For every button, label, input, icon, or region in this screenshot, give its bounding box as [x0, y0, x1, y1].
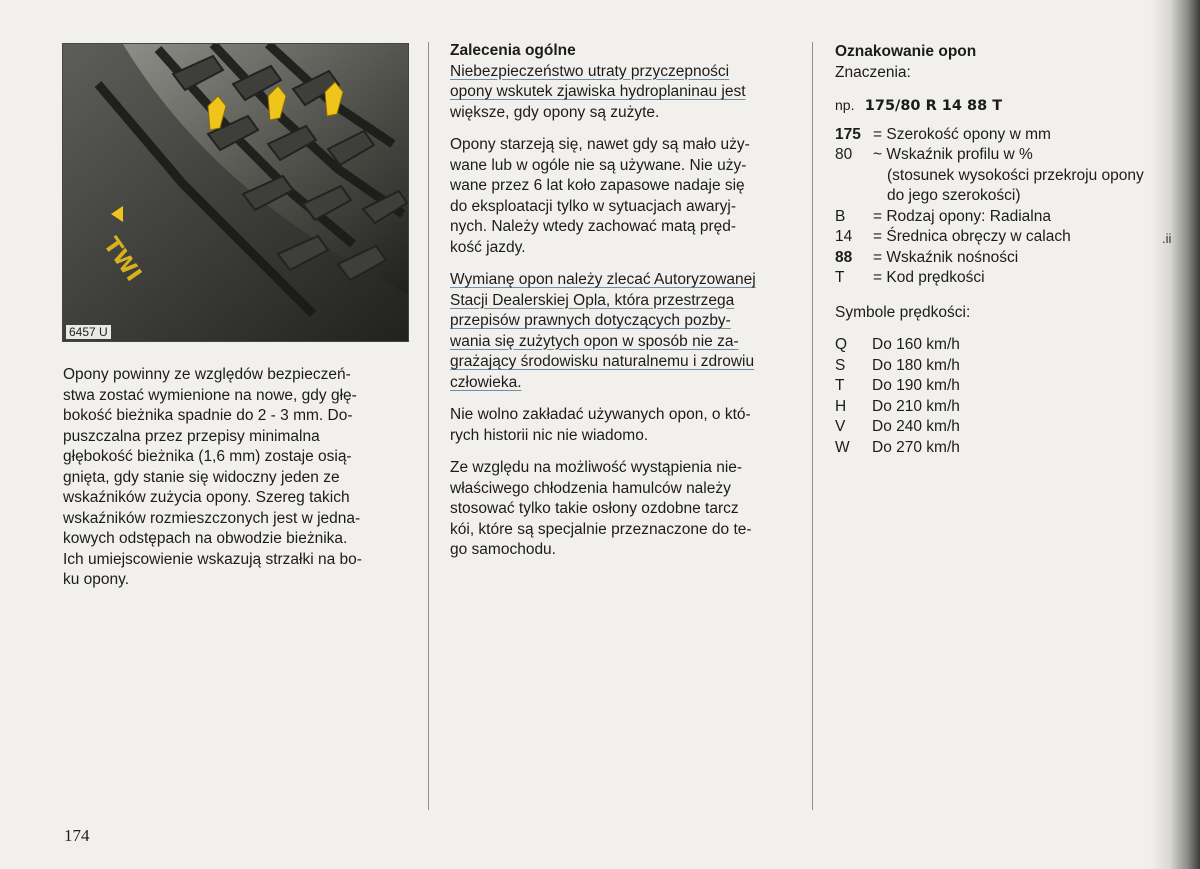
code-value: = Rodzaj opony: Radialna: [873, 207, 1051, 225]
paragraph-hydroplaning: [450, 62, 800, 124]
speed-row: [835, 376, 1175, 397]
text-line: Ze względu na możliwość wystąpienia nie-: [450, 459, 743, 476]
text-line: kói, które są specjalnie przeznaczone do te-: [450, 520, 752, 538]
code-row: [835, 207, 1175, 228]
speed-symbol: V: [835, 418, 846, 435]
text-line: kość jazdy.: [450, 238, 526, 256]
speed-symbol: T: [835, 377, 845, 394]
code-value: = Szerokość opony w mm: [873, 125, 1051, 143]
code-value: = Kod prędkości: [873, 269, 985, 286]
paragraph-ageing: [450, 135, 800, 258]
code-value: ~ Wskaźnik profilu w %: [873, 146, 1033, 163]
text-line: gnięta, gdy stanie się widoczny jeden ze: [63, 468, 340, 486]
code-value: = Wskaźnik nośności: [873, 248, 1019, 266]
speed-symbol: W: [835, 438, 850, 456]
column-2-text: [450, 41, 800, 573]
subheading: Znaczenia:: [835, 63, 911, 81]
code-row: [835, 125, 1175, 146]
text-line: właściwego chłodzenia hamulców należy: [450, 479, 731, 497]
code-key: 175: [835, 125, 861, 143]
example-prefix: np.: [835, 97, 855, 113]
text-line: nych. Należy wtedy zachować matą pręd-: [450, 218, 737, 235]
section-heading: Oznakowanie opon: [835, 43, 977, 60]
text-line: wania się zużytych opon w sposób nie za-: [450, 332, 739, 350]
code-row: [835, 186, 1175, 207]
code-value: do jego szerokości): [887, 187, 1021, 204]
tyre-code-example: [835, 95, 1175, 117]
code-value: = Średnica obręczy w calach: [873, 228, 1071, 245]
example-code: 175/80 R 14 88 T: [864, 98, 1003, 114]
speed-row: [835, 417, 1175, 438]
text-line: głębokość bieżnika (1,6 mm) zostaje osią-: [63, 448, 352, 465]
code-key: B: [835, 207, 846, 225]
text-line: stwa zostać wymienione na nowe, gdy głę-: [63, 386, 357, 404]
speed-value: Do 180 km/h: [872, 356, 960, 374]
code-row: [835, 248, 1175, 269]
text-line: rych historii nic nie wiadomo.: [450, 426, 649, 444]
figure-code: 6457 U: [66, 325, 111, 339]
speed-value: Do 190 km/h: [872, 377, 960, 394]
text-line: Nie wolno zakładać używanych opon, o któ-: [450, 406, 751, 423]
text-line: wskaźników rozmieszczonych jest w jedna-: [63, 509, 361, 527]
text-line: Stacji Dealerskiej Opla, która przestrzega: [450, 291, 735, 309]
text-line: kowych odstępach na obwodzie bieżnika.: [63, 530, 348, 547]
column-1-text: [63, 365, 408, 591]
column-3-text: [835, 42, 1175, 458]
speed-symbol: H: [835, 397, 847, 415]
text-line: stosować tylko takie osłony ozdobne tarcz: [450, 500, 739, 517]
twi-mark: TWI: [98, 233, 146, 287]
text-line: Wymianę opon należy zlecać Autoryzowanej: [450, 271, 756, 288]
column-divider-right: [812, 42, 813, 810]
code-key: 14: [835, 228, 853, 245]
text-line: do eksploatacji tylko w sytuacjach awaryj-: [450, 197, 737, 215]
speed-row: [835, 397, 1175, 418]
code-row: [835, 227, 1175, 248]
text-line: człowieka.: [450, 373, 522, 391]
code-value: (stosunek wysokości przekroju opony: [887, 166, 1144, 184]
speed-value: Do 240 km/h: [872, 418, 960, 435]
text-line: Opony starzeją się, nawet gdy są mało uży-: [450, 136, 750, 153]
text-line: puszczalna przez przepisy minimalna: [63, 427, 320, 445]
text-line: wskaźników zużycia opony. Szereg takich: [63, 489, 350, 506]
paragraph-used-tyres: [450, 405, 800, 446]
section-heading: Zalecenia ogólne: [450, 42, 576, 59]
speed-symbol: S: [835, 356, 846, 374]
code-key: T: [835, 269, 845, 286]
column-divider-left: [428, 42, 429, 810]
code-key: 88: [835, 248, 853, 266]
code-key: 80: [835, 146, 853, 163]
speed-value: Do 210 km/h: [872, 397, 960, 415]
paragraph-wheel-covers: [450, 458, 800, 561]
text-line: wane lub w ogóle nie są używane. Nie uży-: [450, 156, 747, 174]
code-row: [835, 145, 1175, 166]
tyre-illustration: [63, 44, 408, 341]
speed-symbol: Q: [835, 336, 848, 353]
speed-row: [835, 335, 1175, 356]
margin-mark: .ii: [1162, 231, 1172, 246]
text-line: go samochodu.: [450, 541, 556, 558]
text-line: przepisów prawnych dotyczących pozby-: [450, 312, 731, 329]
speed-row: [835, 356, 1175, 377]
speed-value: Do 160 km/h: [872, 336, 960, 353]
text-line: ku opony.: [63, 571, 130, 588]
page-number: 174: [64, 826, 90, 845]
speed-row: [835, 438, 1175, 459]
code-row: [835, 166, 1175, 187]
text-line: Niebezpieczeństwo utraty przyczepności: [450, 62, 730, 80]
code-row: [835, 268, 1175, 289]
text-line: Ich umiejscowienie wskazują strzałki na bo-: [63, 550, 362, 568]
paragraph-replacement: [450, 270, 800, 393]
speed-symbols-heading: Symbole prędkości:: [835, 303, 971, 321]
text-line: wane przez 6 lat koło zapasowe nadaje się: [450, 177, 745, 194]
tyre-tread-photo: [62, 43, 409, 342]
text-line: opony wskutek zjawiska hydroplaninau jest: [450, 83, 746, 100]
text-line: Opony powinny ze względów bezpieczeń-: [63, 366, 351, 383]
text-line: bokość bieżnika spadnie do 2 - 3 mm. Do-: [63, 407, 353, 424]
text-line: grażający środowisku naturalnemu i zdrowiu: [450, 353, 755, 370]
speed-value: Do 270 km/h: [872, 438, 960, 456]
text-line: większe, gdy opony są zużyte.: [450, 103, 660, 121]
